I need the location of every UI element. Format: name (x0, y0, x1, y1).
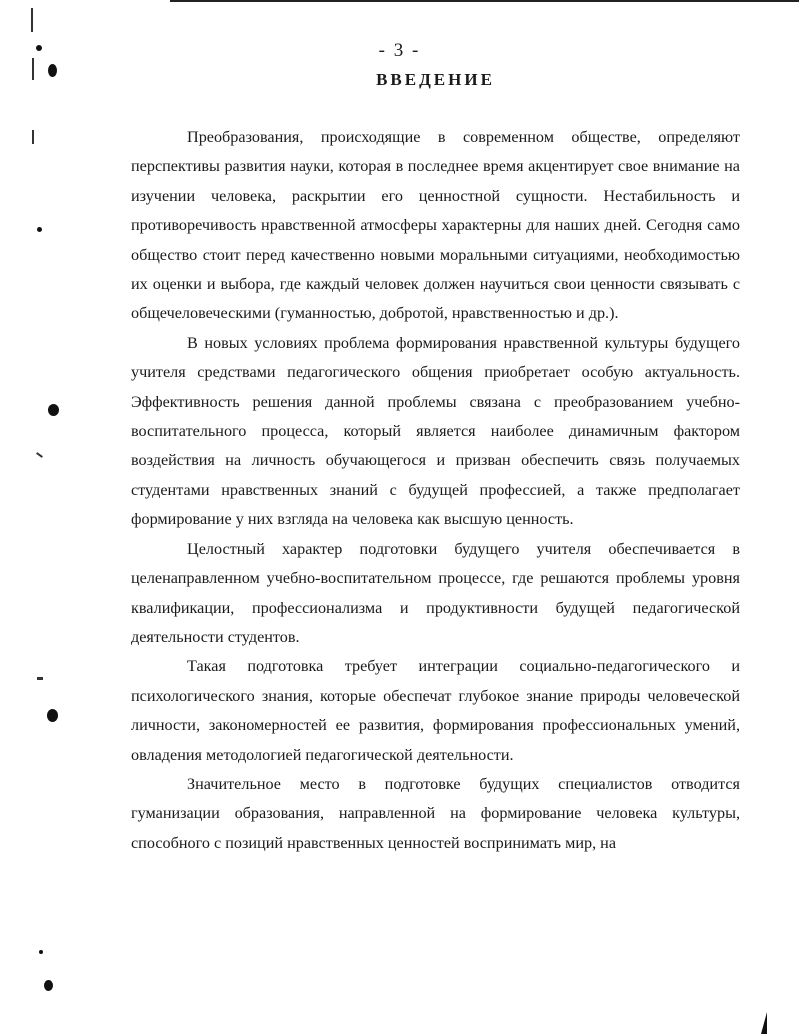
punch-hole-mark (44, 980, 53, 991)
scan-margin-tick (32, 130, 34, 144)
paragraph: Преобразования, происходящие в современном обществе, определяют перспективы развития науки, которая в последнее время акцентирует свое внимание на изучении человека, раскрытии его ценностной сущности. Нестабильность и противоречивость нравственной атмосферы характерны для наших дней. Сегодня само общество стоит перед качественно новыми моральными ситуациями, необходимостью их оценки и выбора, где каждый человек должен научиться свои ценности связывать с общечеловеческими (гуманностью, добротой, нравственностью и др.). (131, 128, 740, 323)
scan-edge-line (170, 0, 799, 2)
page-number: - 3 - (378, 40, 421, 61)
punch-hole-mark (39, 950, 43, 954)
page-title: ВВЕДЕНИЕ (376, 70, 495, 89)
punch-hole-mark (48, 404, 59, 416)
paragraph: Такая подготовка требует интеграции социально-педагогического и психологического знания, которые обеспечат глубокое знание природы человеческой личности, закономерностей ее развития, формирования профессиональных умений, овладения методологией педагогической деятельности. (131, 657, 740, 764)
punch-hole-mark (47, 709, 58, 722)
scan-margin-tick (31, 8, 33, 32)
scan-margin-tick (36, 452, 43, 458)
scan-corner-mark (761, 1012, 767, 1034)
body-text (131, 123, 740, 858)
punch-hole-mark (37, 227, 42, 232)
paragraph: В новых условиях проблема формирования нравственной культуры будущего учителя средствами педагогического общения приобретает особую актуальность. Эффективность решения данной проблемы связана с преобразованием учебно-воспитательного процесса, который является наиболее динамичным фактором воздействия на личность обучающегося и призван обеспечить связь получаемых студентами нравственных знаний с будущей профессией, а также предполагает формирование у них взгляда на человека как высшую ценность. (131, 333, 740, 529)
scan-margin-tick (37, 677, 43, 680)
paragraph: Значительное место в подготовке будущих специалистов отводится гуманизации образования, направленной на формирование человека культуры, способного с позиций нравственных ценностей воспринимать мир, на (131, 774, 740, 852)
paragraph: Целостный характер подготовки будущего учителя обеспечивается в целенаправленном учебно-воспитательном процессе, где решаются проблемы уровня квалификации, профессионализма и продуктивности будущей педагогической деятельности студентов. (131, 539, 740, 646)
